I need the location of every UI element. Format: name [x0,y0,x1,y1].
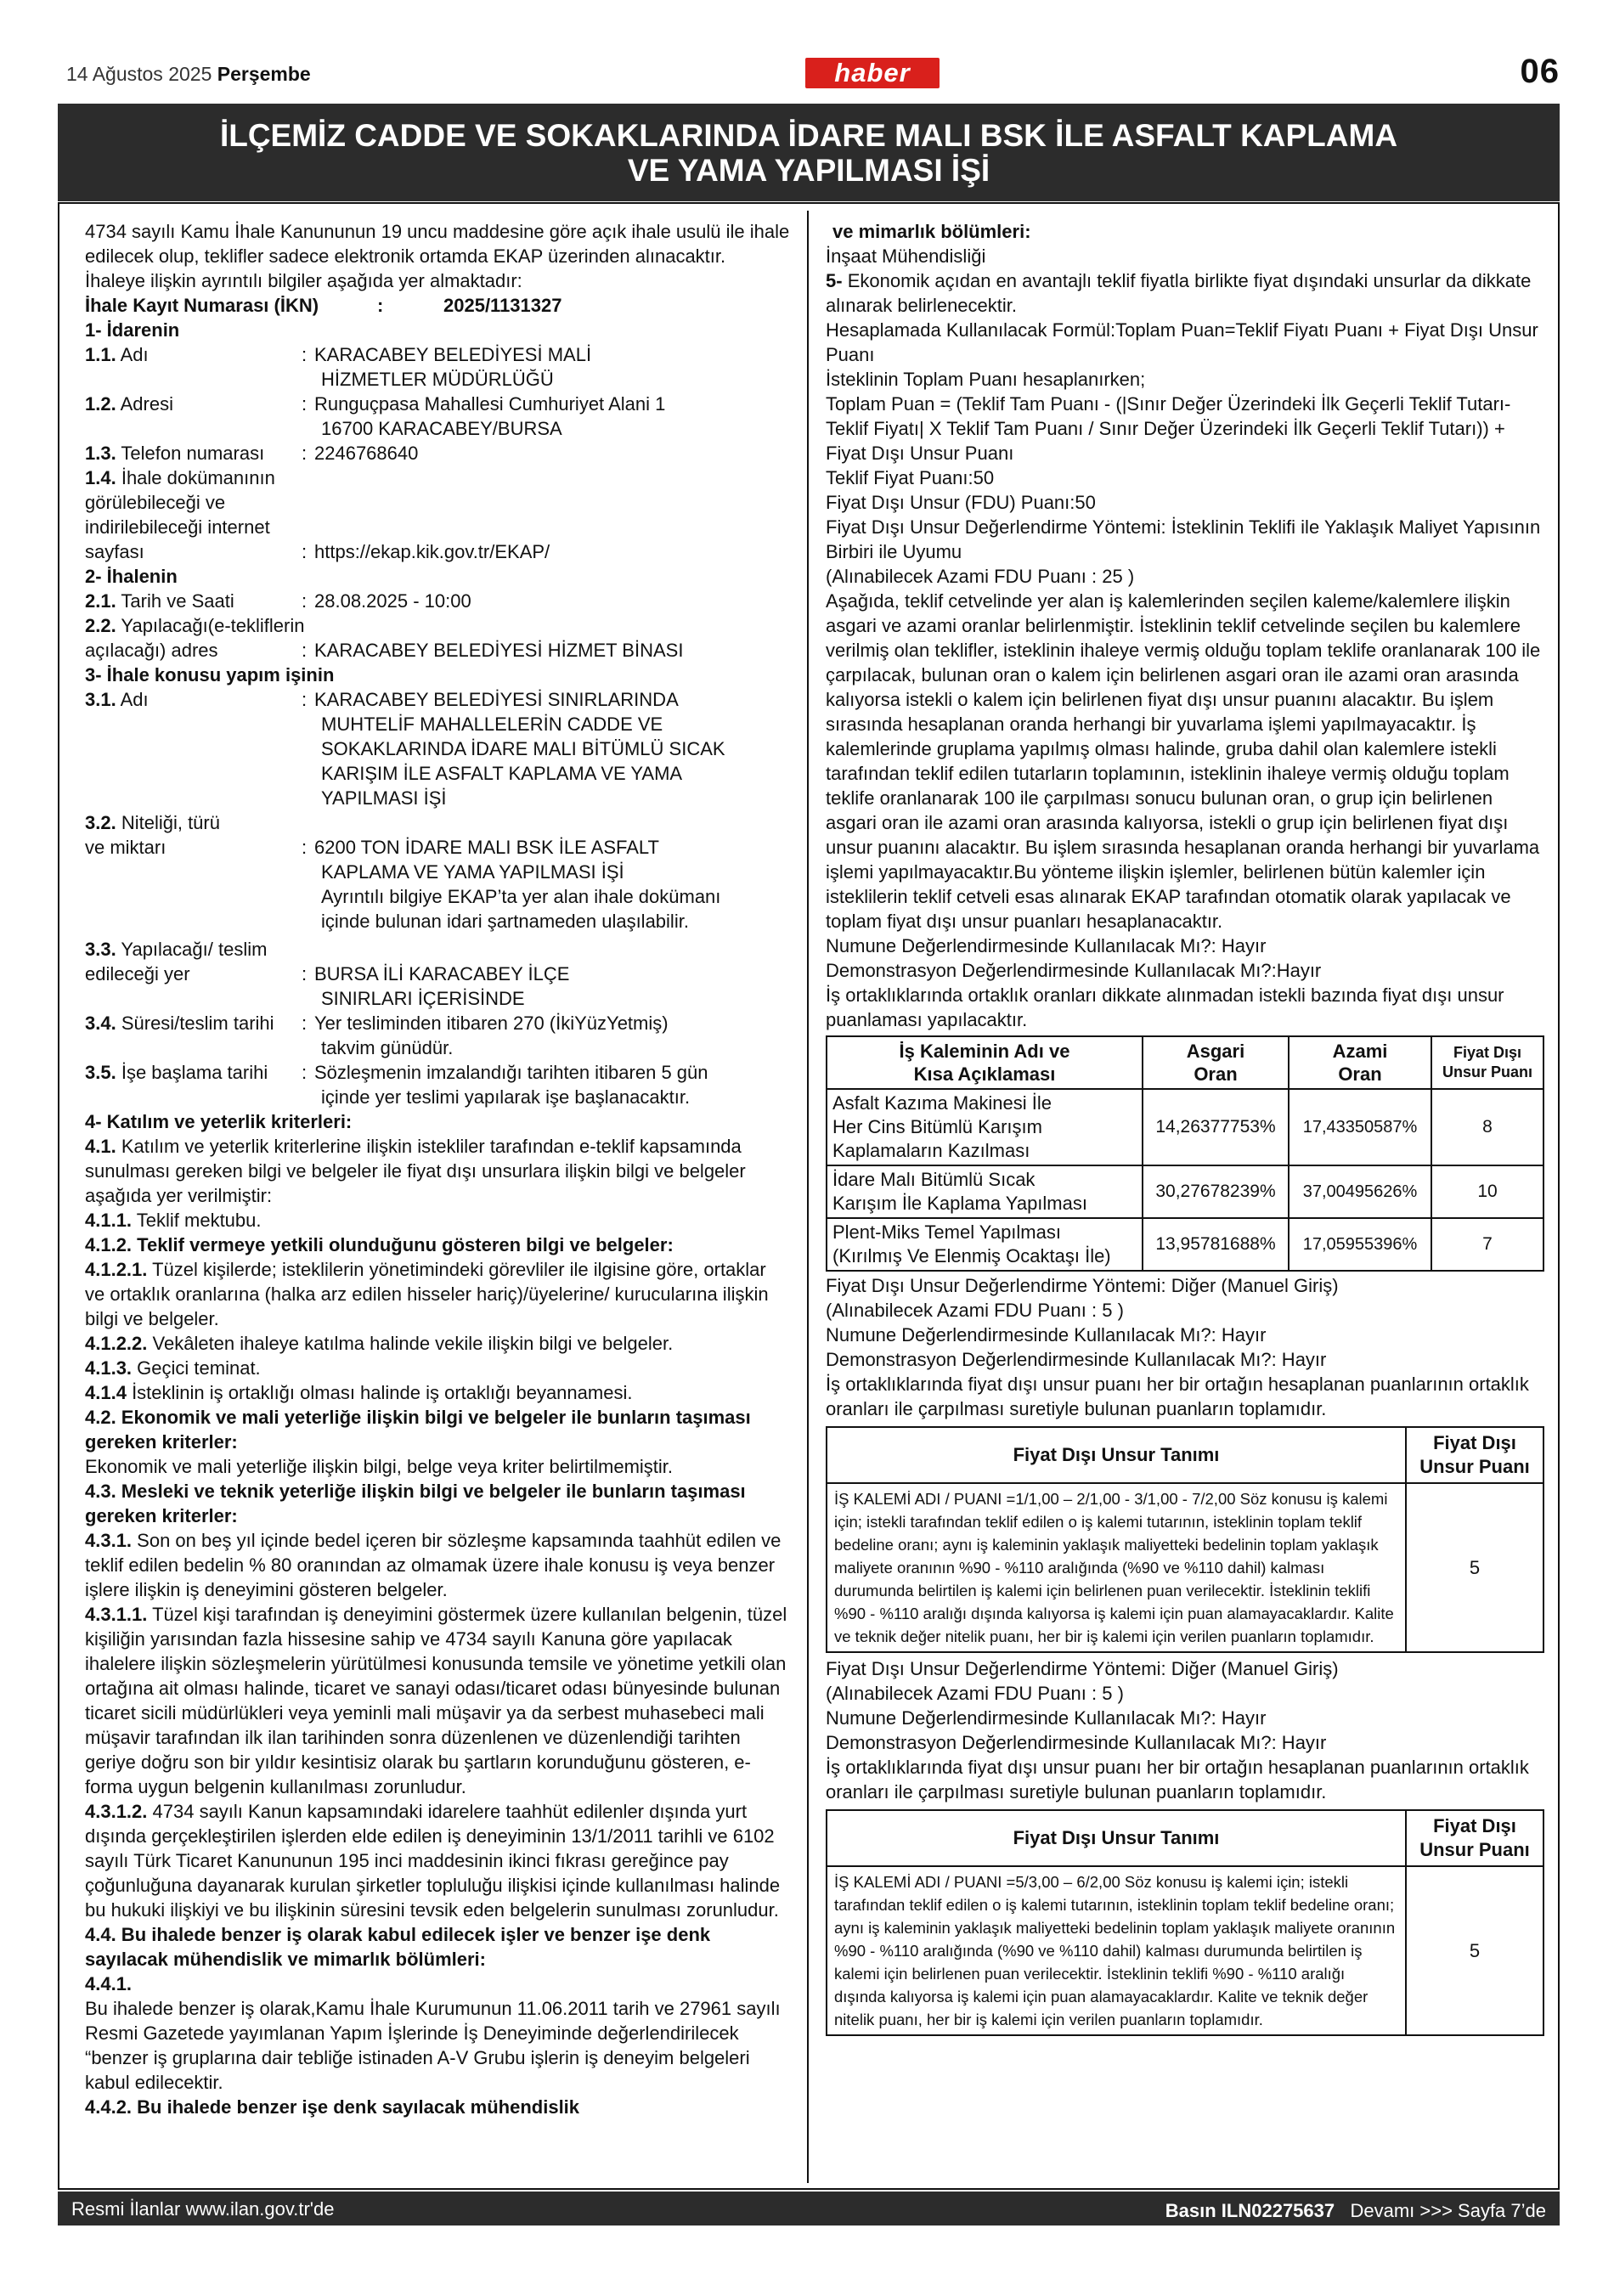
max-ratio: 17,05955396% [1289,1218,1431,1271]
ikn-value: 2025/1131327 [443,295,562,316]
newspaper-logo: haber [805,58,940,88]
page-number: 06 [1520,53,1560,90]
points-value: 5 [1406,1483,1543,1652]
row-1-1 [85,342,790,392]
row-2-2: 2.2. Yapılacağı(e-tekliflerin açılacağı) adres : KARACABEY BELEDİYESİ HİZMET BİNASI [85,615,684,661]
ratio-table [826,1035,1544,1272]
item-name: İdare Malı Bitümlü Sıcak Karışım İle Kaplama Yapılması [827,1165,1143,1218]
total-score-formula: Toplam Puan = (Teklif Tam Puanı - (|Sınır Değer Üzerindeki İlk Geçerli Teklif Tutarı-Teklif Fiyatı| X Teklif Tam Puanı / Sınır Değer Üzerindeki İlk Geçerli Teklif Tutarı)) + Fiyat Dışı Unsur Puanı [826,393,1511,464]
row-key: 1.1. Adı [85,344,149,365]
min-ratio: 14,26377753% [1143,1089,1289,1165]
row-value: 2246768640 [314,443,419,464]
partnership-note-3: İş ortaklıklarında fiyat dışı unsur puanı her bir ortağın hesaplanan puanlarının ortaklık oranları ile çarpılması suretiyle bulunan puanların toplamıdır. [826,1757,1529,1802]
para-4-4: 4.4. Bu ihalede benzer iş olarak kabul edilecek işler ve benzer işe denk sayılacak mühendislik ve mimarlık bölümleri: [85,1924,711,1970]
footer-right [1165,2200,1546,2222]
colon: : [302,344,308,365]
para-4-1-4: 4.1.4 İsteklinin iş ortaklığı olması halinde iş ortaklığı beyannamesi. [85,1382,633,1403]
row-3-5: 3.5. İşe başlama tarihi : Sözleşmenin imzalandığı tarihten itibaren 5 gün içinde yer teslimi yapılarak işe başlanacaktır. [85,1062,708,1108]
col-header-item: İş Kaleminin Adı ve Kısa Açıklaması [827,1036,1143,1089]
demo-eval-3: Demonstrasyon Değerlendirmesinde Kullanılacak Mı?: Hayır [826,1732,1327,1753]
para-4-2: 4.2. Ekonomik ve mali yeterliğe ilişkin bilgi ve belgeler ile bunların taşıması gereken kriterler: [85,1407,751,1453]
fdu-definition-table-2 [826,1809,1544,2036]
definition-text: İŞ KALEMİ ADI / PUANI =5/3,00 – 6/2,00 Söz konusu iş kalemi için; istekli tarafından teklif edilen o iş kalemi tutarının, isteklinin toplam teklif bedeline oranı; aynı iş kaleminin yaklaşık maliyetteki bedelinin toplam yaklaşık maliyete oranının %90 - %110 aralığında (%90 ve %110 dahil) kalması durumunda belirtilen iş kalemi için belirlenen puan verilecektir. İsteklinin teklifi %90 - %110 aralığı dışında kalıyorsa iş kalemi için puan alamayacaklardır. Kalite ve teknik değer nitelik puanı, her bir iş kalemi için verilen puanların toplamıdır. [827,1866,1406,2035]
max-ratio: 37,00495626% [1289,1165,1431,1218]
tender-datetime: 28.08.2025 - 10:00 [314,590,471,612]
para-4-1-2: 4.1.2. Teklif vermeye yetkili olunduğunu gösteren bilgi ve belgeler: [85,1234,674,1255]
masthead [58,53,1560,92]
para-4-1: 4.1. Katılım ve yeterlik kriterlerine ilişkin istekliler tarafından e-teklif kapsamında sunulması gereken bilgi ve belgeler ile fiyat dışı unsurlara ilişkin bilgi ve belgeler aşağıda yer verilmiştir: [85,1136,746,1206]
col-header-definition: Fiyat Dışı Unsur Tanımı [827,1427,1406,1483]
points-value: 5 [1406,1866,1543,2035]
fdu-points: 8 [1431,1089,1543,1165]
para-4-3: 4.3. Mesleki ve teknik yeterliğe ilişkin bilgi ve belgeler ile bunların taşıması gereken kriterler: [85,1481,746,1526]
section-2-heading: 2- İhalenin [85,566,178,587]
para-4-3-1-1: 4.3.1.1. Tüzel kişi tarafından iş deneyimini göstermek üzere kullanılan belgenin, tüzel kişiliğin yarısından fazla hissesine sahip ve 4734 sayılı Kanuna göre yapılacak ihalelere ilişkin sözleşmelerin yürütülmesi konusunda temsile ve yönetime yetkili olan ortağına ait olması halinde, ticaret ve sanayi odası/ticaret odası bünyesinde bulunan ticaret sicili müdürlükleri veya yeminli mali müşavir ya da serbest muhasebeci mali müşavir tarafından ilk ilan tarihinden sonra düzenlenen ve düzenlendiği tarihten geriye doğru son bir yıldır kesintisiz olarak bu şartların korunduğunu gösteren, e-forma uygun belgenin kullanılması zorunludur. [85,1604,787,1797]
colon: : [302,393,308,415]
col-header-definition: Fiyat Dışı Unsur Tanımı [827,1810,1406,1866]
min-ratio: 30,27678239% [1143,1165,1289,1218]
section-3-heading: 3- İhale konusu yapım işinin [85,664,335,685]
left-column [85,219,790,2119]
ikn-row [85,293,790,318]
para-4-4-1: 4.4.1. [85,1973,133,1994]
row-1-2 [85,392,790,441]
row-2-1: 2.1. Tarih ve Saati : 28.08.2025 - 10:00 [85,589,790,613]
para-4-4-2: 4.4.2. Bu ihalede benzer işe denk sayılacak mühendislik [85,2096,580,2118]
headline-line-2: VE YAMA YAPILMASI İŞİ [627,153,990,188]
para-4-1-2-1: 4.1.2.1. Tüzel kişilerde; isteklilerin yönetimindeki görevliler ile ilgisine göre, ortaklar ve ortaklık oranlarına (halka arz edilen hisseler hariç)/üyelerine/ kurucularına ilişkin bilgi ve belgeler. [85,1259,769,1329]
item-name: Asfalt Kazıma Makinesi İle Her Cins Bitümlü Karışım Kaplamaların Kazılması [827,1089,1143,1165]
right-column [826,219,1544,2039]
column-divider [807,211,809,2183]
ikn-label: İhale Kayıt Numarası (İKN) [85,295,319,316]
table-header-row [827,1036,1543,1089]
fdu-definition-table-1 [826,1426,1544,1653]
para-4-1-2-2: 4.1.2.2. Vekâleten ihaleye katılma halinde vekile ilişkin bilgi ve belgeler. [85,1333,674,1354]
table-row [827,1089,1543,1165]
press-code: Basın ILN02275637 [1165,2200,1335,2221]
max-fdu-3: (Alınabilecek Azami FDU Puanı : 5 ) [826,1683,1124,1704]
fdu-points: 10 [1431,1165,1543,1218]
row-value: Runguçpasa Mahallesi Cumhuriyet Alani 1 [314,393,666,415]
row-1-3 [85,441,790,465]
table-row [827,1165,1543,1218]
section-1-heading: 1- İdarenin [85,319,180,341]
issue-day: Perşembe [217,63,311,85]
para-4-3-1-2: 4.3.1.2. 4734 sayılı Kanun kapsamındaki idarelere taahhüt edilenler dışında yurt dışında gerçekleştirilen işlerden elde edilen iş deneyiminin 13/1/2011 tarihli ve 6102 sayılı Türk Ticaret Kanununun 195 inci maddesinin ikinci fıkrası gereğince pay çoğunluğuna dayanarak kurulan şirketler topluluğu ilişkisi içinde kullanılması halinde bu hukuki ilişkiyi ve bu ilişkinin süresini tevsik eden belgelerin sunulması zorunludur. [85,1801,781,1921]
continued-heading: ve mimarlık bölümleri: [832,221,1031,242]
row-3-1: 3.1. Adı : KARACABEY BELEDİYESİ SINIRLARINDA MUHTELİF MAHALLELERİN CADDE VE SOKAKLARINDA İDARE MALI BİTÜMLÜ SICAK KARIŞIM İLE ASFALT KAPLAMA VE YAMA YAPILMASI İŞİ [85,689,725,809]
row-1-4: 1.4. İhale dokümanının görülebileceği ve indirilebileceği internet sayfası : https://ekap.kik.gov.tr/EKAP/ [85,465,790,564]
row-value: 16700 KARACABEY/BURSA [321,418,562,439]
ekap-url: https://ekap.kik.gov.tr/EKAP/ [314,541,550,562]
sample-eval-1: Numune Değerlendirmesinde Kullanılacak Mı?: Hayır [826,935,1267,956]
col-header-points: Fiyat Dışı Unsur Puanı [1406,1427,1543,1483]
headline [58,104,1560,201]
definition-text: İŞ KALEMİ ADI / PUANI =1/1,00 – 2/1,00 - 3/1,00 - 7/2,00 Söz konusu iş kalemi için; istekli tarafından teklif edilen o iş kalemi tutarının, isteklinin toplam teklif bedeline oranı; aynı iş kaleminin yaklaşık maliyetteki bedelinin toplam yaklaşık maliyete oranının %90 - %110 aralığında (%90 ve %110 dahil) kalması durumunda belirtilen iş kalemi için belirlenen puan verilecektir. İsteklinin teklifi %90 - %110 aralığı dışında kalıyorsa iş kalemi için puan alamayacaklardır. Kalite ve teknik değer nitelik puanı, her bir iş kalemi için verilen puanların toplamıdır. [827,1483,1406,1652]
sample-eval-3: Numune Değerlendirmesinde Kullanılacak Mı?: Hayır [826,1707,1267,1729]
ikn-colon: : [377,295,384,316]
footer-bar [58,2192,1560,2225]
headline-line-1: İLÇEMİZ CADDE VE SOKAKLARINDA İDARE MALI BSK İLE ASFALT KAPLAMA [219,118,1398,153]
colon: : [302,443,308,464]
item-name: Plent-Miks Temel Yapılması (Kırılmış Ve Elenmiş Ocaktaşı İle) [827,1218,1143,1271]
max-fdu-2: (Alınabilecek Azami FDU Puanı : 5 ) [826,1300,1124,1321]
table-row [827,1218,1543,1271]
fdu-points: 7 [1431,1218,1543,1271]
row-3-4: 3.4. Süresi/teslim tarihi : Yer tesliminden itibaren 270 (İkiYüzYetmiş) takvim günüdür. [85,1013,669,1058]
table-header-row [827,1427,1543,1483]
col-header-points: Fiyat Dışı Unsur Puanı [1406,1810,1543,1866]
total-score-intro: İsteklinin Toplam Puanı hesaplanırken; [826,369,1146,390]
row-value: KARACABEY BELEDİYESİ MALİ [314,344,592,365]
demo-eval-1: Demonstrasyon Değerlendirmesinde Kullanılacak Mı?:Hayır [826,960,1322,981]
intro-paragraph: 4734 sayılı Kamu İhale Kanununun 19 uncu maddesine göre açık ihale usulü ile ihale edilecek olup, teklifler sadece elektronik ortamda EKAP üzerinden alınacaktır. İhaleye ilişkin ayrıntılı bilgiler aşağıda yer almaktadır: [85,221,790,291]
method-3: Fiyat Dışı Unsur Değerlendirme Yöntemi: Diğer (Manuel Giriş) [826,1658,1339,1679]
price-score: Teklif Fiyat Puanı:50 [826,467,995,488]
table-row [827,1483,1543,1652]
method-1-description: Aşağıda, teklif cetvelinde yer alan iş kalemlerinden seçilen kaleme/kalemlere ilişkin asgari ve azami oranlar belirlenmiştir. İsteklinin teklif cetvelinde seçilen bu kalemlere verilmiş olan teklifler, isteklinin ihaleye vermiş olduğu toplam teklife oranlanarak 100 ile çarpılacak, bulunan oran o kalem için belirlenen asgari oran ile azami oran arasında kalıyorsa istekli o kalem için belirlenen fiyat dışı unsur puanını alacaktır. Bu işlem sırasında hesaplanan oranda herhangi bir yuvarlama işlemi yapılmayacaktır. İş kalemlerinde gruplama yapılmış olması halinde, gruba dahil olan kalemlere istekli tarafından teklif edilen tutarların toplamının, isteklinin ihaleye vermiş olduğu toplam teklife oranlanarak 100 ile çarpılması sonucu bulunan oran, o grup için belirlenen asgari oran ile azami oran arasında kalıyorsa, istekli o grup için belirlenen fiyat dışı unsur puanını alacaktır. Bu işlem sırasında hesaplanan oranda herhangi bir yuvarlama işlemi yapılmayacaktır.Bu yönteme ilişkin işlemler, belirlenen bütün kalemler için isteklilerin teklif cetveli esas alınarak EKAP tarafından otomatik olarak yapılacak ve toplam fiyat dışı unsur puanları hesaplanacaktır. [826,590,1541,932]
para-4-3-1: 4.3.1. Son on beş yıl içinde bedel içeren bir sözleşme kapsamında taahhüt edilen ve teklif edilen bedelin % 80 oranından az olmamak üzere ihale konusu iş veya benzer işlere ilişkin iş deneyimini gösteren belgeler. [85,1530,782,1600]
partnership-note-2: İş ortaklıklarında fiyat dışı unsur puanı her bir ortağın hesaplanan puanlarının ortaklık oranları ile çarpılması suretiyle bulunan puanların toplamıdır. [826,1374,1529,1419]
col-header-score: Fiyat Dışı Unsur Puanı [1431,1036,1543,1089]
method-2: Fiyat Dışı Unsur Değerlendirme Yöntemi: Diğer (Manuel Giriş) [826,1275,1339,1296]
continued-link[interactable]: Devamı >>> Sayfa 7’de [1350,2200,1546,2221]
min-ratio: 13,95781688% [1143,1218,1289,1271]
para-4-1-3: 4.1.3. Geçici teminat. [85,1357,261,1379]
col-header-max: Azami Oran [1289,1036,1431,1089]
row-key: 1.3. Telefon numarası [85,443,265,464]
col-header-min: Asgari Oran [1143,1036,1289,1089]
row-3-2: 3.2. Niteliği, türü ve miktarı : 6200 TON İDARE MALI BSK İLE ASFALT KAPLAMA VE YAMA YAPILMASI İŞİ Ayrıntılı bilgiye EKAP’ta yer alan ihale dokümanı içinde bulunan idari şartnameden ulaşılabilir. [85,812,721,932]
fdu-score: Fiyat Dışı Unsur (FDU) Puanı:50 [826,492,1096,513]
table-row [827,1866,1543,2035]
row-value: HİZMETLER MÜDÜRLÜĞÜ [321,369,554,390]
method-1: Fiyat Dışı Unsur Değerlendirme Yöntemi: İsteklinin Teklifi ile Yaklaşık Maliyet Yapısının Birbiri ile Uyumu [826,516,1541,562]
max-ratio: 17,43350587% [1289,1089,1431,1165]
footer-source: Resmi İlanlar www.ilan.gov.tr'de [71,2198,335,2220]
section-5: 5- Ekonomik açıdan en avantajlı teklif fiyatla birlikte fiyat dışındaki unsurlar da dikkate alınarak belirlenecektir. [826,270,1532,316]
issue-date: 14 Ağustos 2025 Perşembe [66,63,311,85]
row-key: 1.2. Adresi [85,393,173,415]
max-fdu-1: (Alınabilecek Azami FDU Puanı : 25 ) [826,566,1135,587]
announcement-body [58,202,1560,2190]
para-4-1-1: 4.1.1. Teklif mektubu. [85,1210,262,1231]
sample-eval-2: Numune Değerlendirmesinde Kullanılacak Mı?: Hayır [826,1324,1267,1345]
demo-eval-2: Demonstrasyon Değerlendirmesinde Kullanılacak Mı?: Hayır [826,1349,1327,1370]
row-3-3: 3.3. Yapılacağı/ teslim edileceği yer : BURSA İLİ KARACABEY İLÇE SINIRLARI İÇERİSİNDE [85,939,570,1009]
formula: Hesaplamada Kullanılacak Formül:Toplam Puan=Teklif Fiyatı Puanı + Fiyat Dışı Unsur Puanı [826,319,1538,365]
para-4-4-1-text: Bu ihalede benzer iş olarak,Kamu İhale Kurumunun 11.06.2011 tarih ve 27961 sayılı Resmi Gazetede yayımlanan Yapım İşlerinde İş Deneyiminde değerlendirilecek “benzer iş gruplarına dair tebliğe istinaden A-V Grubu işlerin iş deneyim belgeleri kabul edilecektir. [85,1998,781,2093]
section-4-heading: 4- Katılım ve yeterlik kriterleri: [85,1111,353,1132]
para-4-2-text: Ekonomik ve mali yeterliğe ilişkin bilgi, belge veya kriter belirtilmemiştir. [85,1456,674,1477]
partnership-note-1: İş ortaklıklarında ortaklık oranları dikkate alınmadan istekli bazında fiyat dışı unsur puanlaması yapılacaktır. [826,984,1504,1030]
civil-engineering: İnşaat Mühendisliği [826,245,986,267]
table-header-row [827,1810,1543,1866]
